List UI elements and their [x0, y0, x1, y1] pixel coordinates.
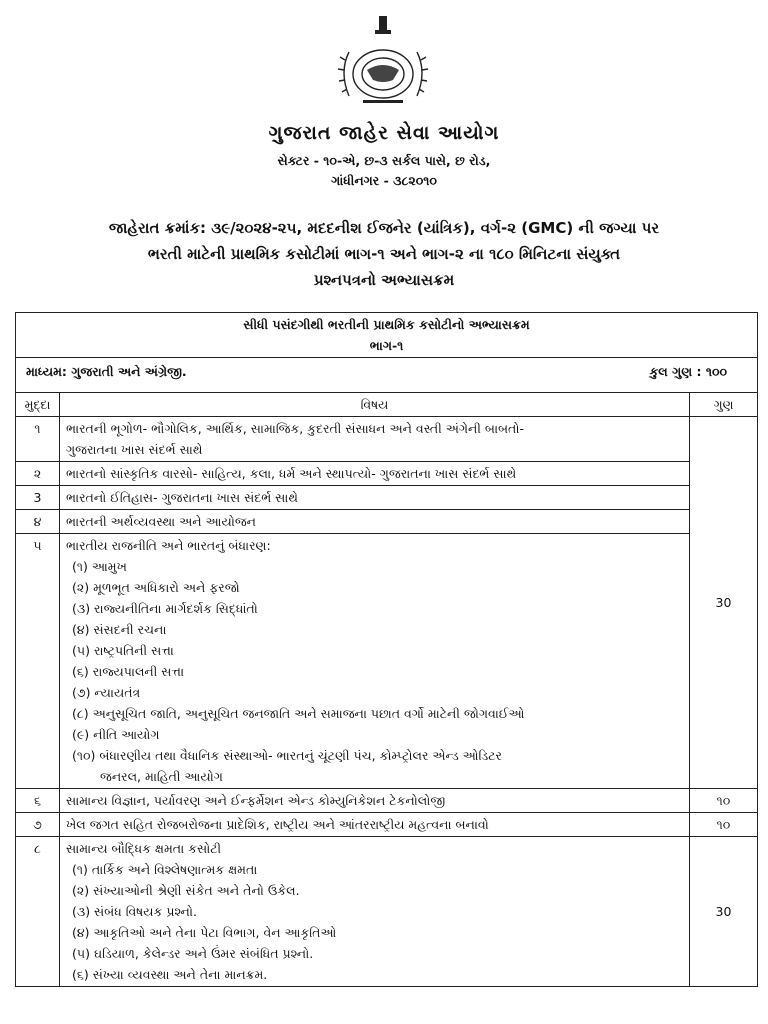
group-marks-3: 30: [690, 837, 758, 987]
list-item: (૫) ઘડિયાળ, કેલેન્ડર અને ઉંમર સંબંધિત પ્રશ્નો.: [72, 946, 314, 961]
subject-line: ગુજરાતના ખાસ સંદર્ભ સાથે: [66, 442, 203, 457]
list-item-continuation: જનરલ, માહિતી આયોગ: [100, 769, 223, 784]
list-item: (૫) રાષ્ટ્રપતિની સત્તા: [72, 643, 174, 658]
row-number: ૬: [16, 789, 60, 813]
address-line-2: ગાંધીનગર - ૩૮૨૦૧૦: [331, 173, 437, 188]
table-part: ભાગ-૧: [369, 338, 404, 353]
list-item: (૪) સંસદની રચના: [72, 622, 167, 637]
table-row: [16, 462, 758, 486]
row-subject: [60, 837, 690, 987]
table-caption-cell: [16, 313, 758, 358]
list-item: (૧) આમુખ: [72, 559, 127, 574]
table-caption: સીધી પસંદગીથી ભરતીની પ્રાથમિક કસોટીનો અભ્યાસક્રમ: [243, 317, 530, 332]
list-item: (૧૦) બંધારણીય તથા વૈધાનિક સંસ્થાઓ- ભારતનું ચૂંટણી પંચ, કોમ્પ્ટ્રોલર એન્ડ ઓડિટર: [72, 748, 502, 763]
document-title: [18, 215, 750, 293]
syllabus-table: [15, 312, 758, 987]
group-marks-1: 30: [690, 417, 758, 789]
row-subject: ભારતની અર્થવ્યવસ્થા અને આયોજન: [60, 510, 690, 534]
list-item: (૯) નીતિ આયોગ: [72, 727, 160, 742]
medium-text: માધ્યમ: ગુજરાતી અને અંગ્રેજી.: [26, 364, 187, 379]
row-number: 3: [16, 486, 60, 510]
address-line-1: સેક્ટર - ૧૦-એ, છ-૩ સર્કલ પાસે, છ રોડ,: [277, 153, 491, 168]
list-item: (૪) આકૃતિઓ અને તેના પેટા વિભાગ, વેન આકૃતિઓ: [72, 925, 337, 940]
row-marks: ૧૦: [690, 789, 758, 813]
subject-heading: ભારતીય રાજનીતિ અને ભારતનું બંધારણ:: [66, 538, 271, 553]
table-row: [16, 417, 758, 462]
col-header-marks: ગુણ: [690, 393, 758, 417]
row-subject: [60, 534, 690, 789]
row-number: ૭: [16, 813, 60, 837]
row-number: ૨: [16, 462, 60, 486]
list-item: (૮) અનુસૂચિત જાતિ, અનુસૂચિત જનજાતિ અને સમાજના પછાત વર્ગો માટેની જોગવાઈઓ: [72, 706, 525, 721]
col-header-no: મુદ્દા: [16, 393, 60, 417]
table-row: [16, 789, 758, 813]
title-line-1: જાહેરાત ક્રમાંક: ૩૯/૨૦૨૪-૨૫, મદદનીશ ઈજનેર (યાંત્રિક), વર્ગ-૨ (GMC) ની જગ્યા પર: [108, 219, 660, 237]
table-row: [16, 813, 758, 837]
row-subject: સામાન્ય વિજ્ઞાન, પર્યાવરણ અને ઈન્ફર્મેશન એન્ડ કોમ્યુનિકેશન ટેકનોલોજી: [60, 789, 690, 813]
row-subject: ભારતનો સાંસ્કૃતિક વારસો- સાહિત્ય, કલા, ધર્મ અને સ્થાપત્યો- ગુજરાતના ખાસ સંદર્ભ સાથે: [60, 462, 690, 486]
gpsc-emblem: [327, 12, 439, 112]
table-row: [16, 837, 758, 987]
row-number: ૧: [16, 417, 60, 462]
row-subject: [60, 417, 690, 462]
row-marks: ૧૦: [690, 813, 758, 837]
table-row: [16, 510, 758, 534]
col-header-subject: વિષય: [60, 393, 690, 417]
subject-heading: સામાન્ય બૌદ્ધિક ક્ષમતા કસોટી: [66, 841, 222, 856]
list-item: (૩) રાજ્યનીતિના માર્ગદર્શક સિદ્ધાંતો: [72, 601, 258, 616]
list-item: (૨) મૂળભૂત અધિકારો અને ફરજો: [72, 580, 240, 595]
row-subject: ખેલ જગત સહિત રોજબરોજના પ્રાદેશિક, રાષ્ટ્રીય અને આંતરરાષ્ટ્રીય મહત્વના બનાવો: [60, 813, 690, 837]
list-item: (૬) રાજ્યપાલની સત્તા: [72, 664, 185, 679]
medium-row: [16, 358, 758, 393]
table-row: [16, 534, 758, 789]
row-subject: ભારતનો ઈતિહાસ- ગુજરાતના ખાસ સંદર્ભ સાથે: [60, 486, 690, 510]
table-row: [16, 486, 758, 510]
title-line-3: પ્રશ્નપત્રનો અભ્યાસક્રમ: [313, 271, 455, 289]
list-item: (૬) સંખ્યા વ્યવસ્થા અને તેના માનક્રમ.: [72, 967, 268, 982]
list-item: (૨) સંખ્યાઓની શ્રેણી સંકેત અને તેનો ઉકેલ.: [72, 883, 300, 898]
row-number: ૮: [16, 837, 60, 987]
total-marks: કુલ ગુણ : ૧૦૦: [649, 364, 728, 379]
row-number: ૫: [16, 534, 60, 789]
title-line-2: ભરતી માટેની પ્રાથમિક કસોટીમાં ભાગ-૧ અને ભાગ-૨ ના ૧૮૦ મિનિટના સંયુક્ત: [147, 245, 621, 263]
list-item: (૩) સંબંધ વિષયક પ્રશ્નો.: [72, 904, 197, 919]
list-item: (૧) તાર્કિક અને વિશ્લેષણાત્મક ક્ષમતા: [72, 862, 258, 877]
row-number: ૪: [16, 510, 60, 534]
organization-name: ગુજરાત જાહેર સેવા આયોગ: [268, 122, 500, 144]
list-item: (૭) ન્યાયતંત્ર: [72, 685, 141, 700]
subject-line: ભારતની ભૂગોળ- ભૌગોલિક, આર્થિક, સામાજિક, કુદરતી સંસાધન અને વસ્તી અંગેની બાબતો-: [66, 421, 524, 436]
